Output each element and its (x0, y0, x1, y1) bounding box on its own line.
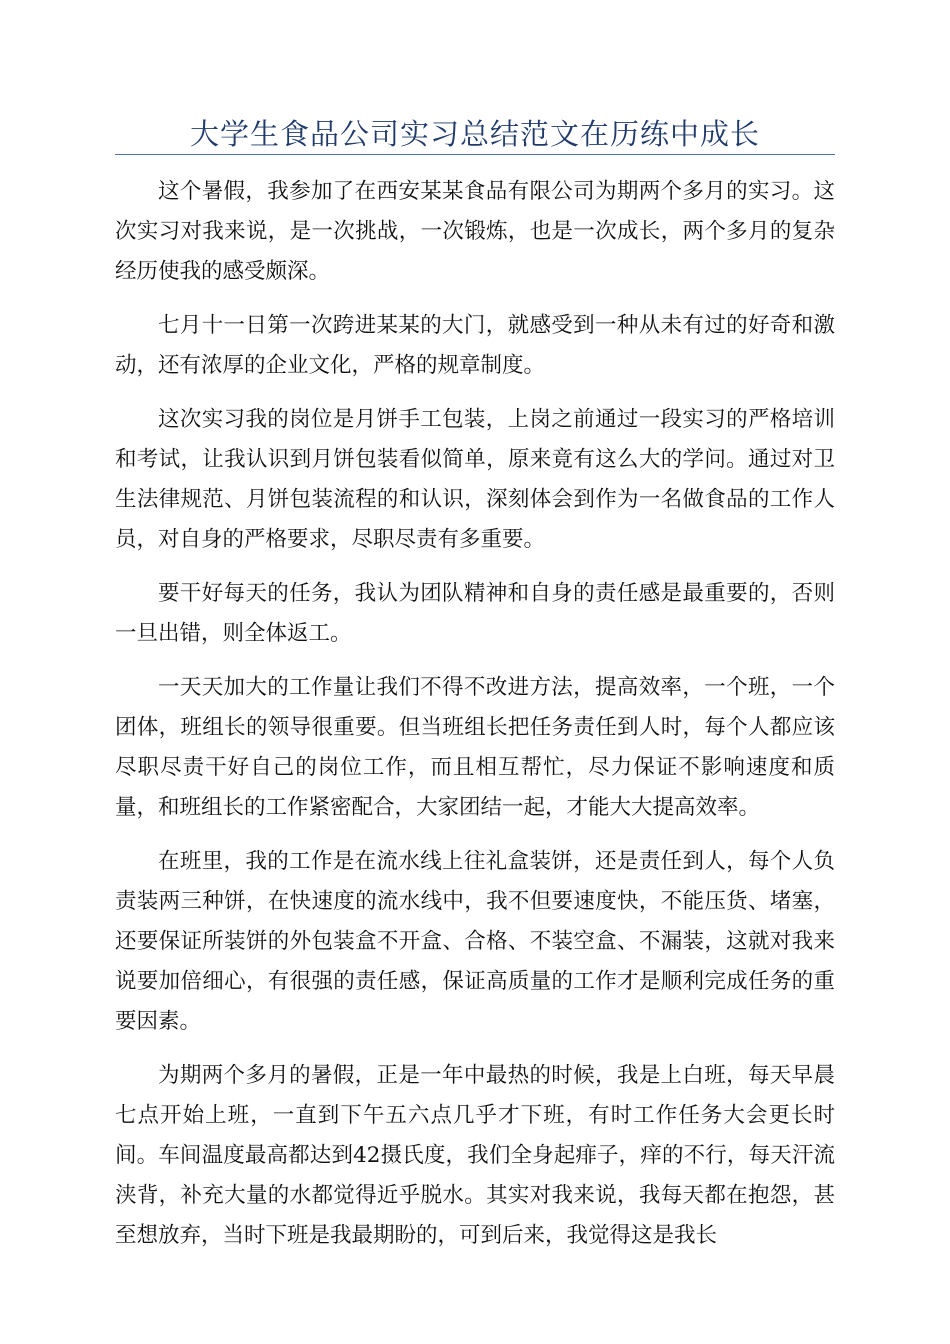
paragraph-2: 七月十一日第一次跨进某某的大门，就感受到一种从未有过的好奇和激动，还有浓厚的企业文化，严格的规章制度。 (115, 313, 835, 378)
paragraph-1: 这个暑假，我参加了在西安某某食品有限公司为期两个多月的实习。这次实习对我来说，是一次挑战，一次锻炼，也是一次成长，两个多月的复杂经历使我的感受颇深。 (115, 179, 835, 284)
paragraph-7: 为期两个多月的暑假，正是一年中最热的时候，我是上白班，每天早晨七点开始上班，一直到下午五六点几乎才下班，有时工作任务大会更长时间。车间温度最高都达到42摄氏度，我们全身起痱子，痒的不行，每天汗流浃背，补充大量的水都觉得近乎脱水。其实对我来说，我每天都在抱怨，甚至想放弃，当时下班是我最期盼的，可到后来，我觉得这是我长 (115, 1063, 835, 1248)
paragraph-4: 要干好每天的任务，我认为团队精神和自身的责任感是最重要的，否则一旦出错，则全体返工。 (115, 581, 835, 646)
document-title: 大学生食品公司实习总结范文在历练中成长 (189, 117, 760, 151)
title-underline (115, 154, 835, 155)
paragraph-5: 一天天加大的工作量让我们不得不改进方法，提高效率，一个班，一个团体，班组长的领导很重要。但当班组长把任务责任到人时，每个人都应该尽职尽责干好自己的岗位工作，而且相互帮忙，尽力保证不影响速度和质量，和班组长的工作紧密配合，大家团结一起，才能大大提高效率。 (115, 675, 835, 820)
paragraph-3: 这次实习我的岗位是月饼手工包装，上岗之前通过一段实习的严格培训和考试，让我认识到月饼包装看似简单，原来竟有这么大的学问。通过对卫生法律规范、月饼包装流程的和认识，深刻体会到作为一名做食品的工作人员，对自身的严格要求，尽职尽责有多重要。 (115, 407, 835, 552)
document-body (115, 172, 835, 1270)
paragraph-6: 在班里，我的工作是在流水线上往礼盒装饼，还是责任到人，每个人负责装两三种饼，在快速度的流水线中，我不但要速度快，不能压货、堵塞，还要保证所装饼的外包装盒不开盒、合格、不装空盒、不漏装，这就对我来说要加倍细心，有很强的责任感，保证高质量的工作才是顺利完成任务的重要因素。 (115, 849, 835, 1034)
